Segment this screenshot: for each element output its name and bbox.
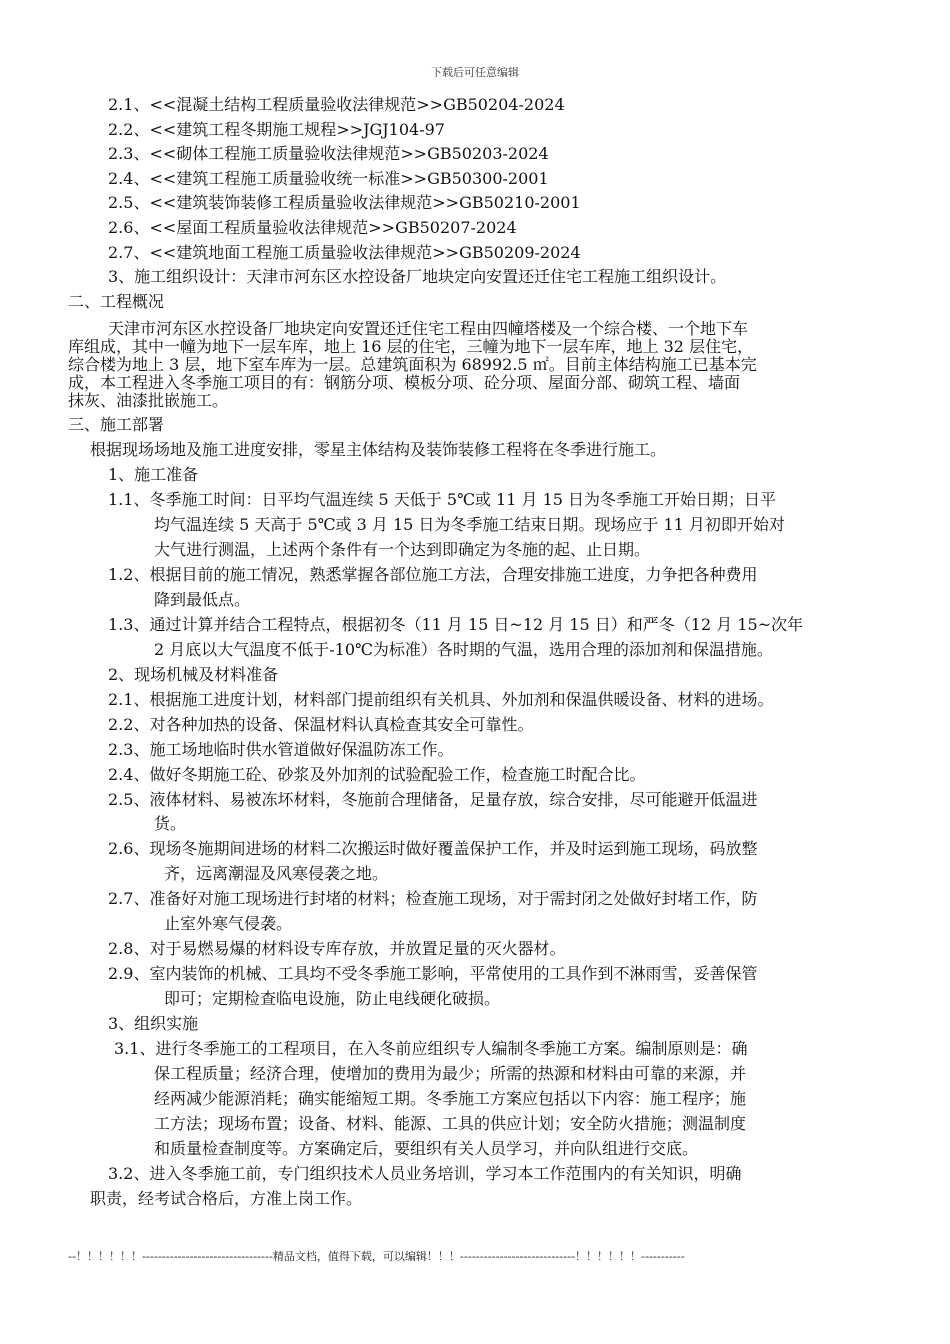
reference-item: 2.5、<<建筑装饰装修工程质量验收法律规范>>GB50210-2001	[108, 193, 581, 212]
item-1-1-cont: 均气温连续 5 天高于 5℃或 3 月 15 日为冬季施工结束日期。现场应于 11 月初即开始对	[154, 515, 785, 534]
reference-item: 2.1、<<混凝土结构工程质量验收法律规范>>GB50204-2024	[108, 95, 565, 114]
item-2-7: 2.7、准备好对施工现场进行封堵的材料；检查施工现场，对于需封闭之处做好封堵工作，防	[108, 889, 758, 908]
overview-line: 综合楼为地上 3 层，地下室车库为一层。总建筑面积为 68992.5 ㎡。目前主体结构施工已基本完	[68, 355, 757, 374]
item-2-5-cont: 货。	[154, 814, 187, 833]
item-2-2: 2.2、对各种加热的设备、保温材料认真检查其安全可靠性。	[108, 715, 534, 734]
item-2-6-cont: 齐，远离潮湿及风寒侵袭之地。	[164, 864, 389, 883]
item-3-2: 3.2、进入冬季施工前，专门组织技术人员业务培训，学习本工作范围内的有关知识，明确	[108, 1164, 742, 1183]
item-1-1: 1.1、冬季施工时间：日平均气温连续 5 天低于 5℃或 11 月 15 日为冬季施工开始日期；日平	[108, 490, 777, 509]
deployment-intro: 根据现场场地及施工进度安排，零星主体结构及装饰装修工程将在冬季进行施工。	[90, 440, 667, 459]
item-1-2-cont: 降到最低点。	[154, 590, 251, 609]
item-3-1-cont: 经两减少能源消耗；确实能缩短工期。冬季施工方案应包括以下内容：施工程序；施	[154, 1089, 747, 1108]
section-heading: 三、施工部署	[68, 415, 165, 434]
subsection-heading: 2、现场机械及材料准备	[108, 665, 279, 684]
reference-item: 2.7、<<建筑地面工程施工质量验收法律规范>>GB50209-2024	[108, 243, 581, 262]
item-2-9-cont: 即可；定期检查临电设施，防止电线硬化破损。	[164, 989, 501, 1008]
subsection-heading: 1、施工准备	[108, 465, 199, 484]
item-1-1-cont: 大气进行测温，上述两个条件有一个达到即确定为冬施的起、止日期。	[154, 540, 651, 559]
page-header-note: 下载后可任意编辑	[431, 66, 519, 79]
item-2-8: 2.8、对于易燃易爆的材料设专库存放，并放置足量的灭火器材。	[108, 939, 566, 958]
item-2-6: 2.6、现场冬施期间进场的材料二次搬运时做好覆盖保护工作，并及时运到施工现场，码放整	[108, 839, 758, 858]
overview-line: 成，本工程进入冬季施工项目的有：钢筋分项、模板分项、砼分项、屋面分部、砌筑工程、墙面	[68, 373, 741, 392]
item-2-1: 2.1、根据施工进度计划，材料部门提前组织有关机具、外加剂和保温供暖设备、材料的进场。	[108, 690, 774, 709]
item-3-1-cont: 工方法；现场布置；设备、材料、能源、工具的供应计划；安全防火措施；测温制度	[154, 1114, 747, 1133]
reference-item: 2.3、<<砌体工程施工质量验收法律规范>>GB50203-2024	[108, 144, 549, 163]
item-2-9: 2.9、室内装饰的机械、工具均不受冬季施工影响，平常使用的工具作到不淋雨雪，妥善保管	[108, 964, 758, 983]
page-footer: --！！！！！！---------------------------------精品文档，值得下载，可以编辑！！！-----------------------------！！！！！！-----------	[68, 1250, 685, 1263]
item-3-1-cont: 和质量检查制度等。方案确定后，要组织有关人员学习，并向队组进行交底。	[154, 1139, 699, 1158]
reference-item: 2.2、<<建筑工程冬期施工规程>>JGJ104-97	[108, 120, 445, 139]
item-3-2-cont: 职责，经考试合格后，方准上岗工作。	[90, 1189, 363, 1208]
item-3-1: 3.1、进行冬季施工的工程项目，在入冬前应组织专人编制冬季施工方案。编制原则是：确	[114, 1039, 748, 1058]
overview-line: 库组成，其中一幢为地下一层车库，地上 16 层的住宅，三幢为地下一层车库，地上 32 层住宅，	[68, 337, 754, 356]
item-2-7-cont: 止室外寒气侵袭。	[164, 914, 293, 933]
overview-line: 天津市河东区水控设备厂地块定向安置还迁住宅工程由四幢塔楼及一个综合楼、一个地下车	[108, 319, 749, 338]
item-3-1-cont: 保工程质量；经济合理，使增加的费用为最少；所需的热源和材料由可靠的来源，并	[154, 1064, 747, 1083]
overview-line: 抹灰、油漆批嵌施工。	[68, 391, 229, 410]
item-1-3-cont: 2 月底以大气温度不低于-10℃为标准）各时期的气温，选用合理的添加剂和保温措施。	[154, 640, 773, 659]
item-1-3: 1.3、通过计算并结合工程特点，根据初冬（11 月 15 日~12 月 15 日）和严冬（12 月 15~次年	[108, 615, 804, 634]
reference-item: 2.4、<<建筑工程施工质量验收统一标准>>GB50300-2001	[108, 169, 549, 188]
subsection-heading: 3、组织实施	[108, 1014, 199, 1033]
item-2-3: 2.3、施工场地临时供水管道做好保温防冻工作。	[108, 740, 454, 759]
reference-item: 2.6、<<屋面工程质量验收法律规范>>GB50207-2024	[108, 218, 517, 237]
item-2-5: 2.5、液体材料、易被冻坏材料，冬施前合理储备，足量存放，综合安排，尽可能避开低温进	[108, 790, 758, 809]
item-1-2: 1.2、根据目前的施工情况，熟悉掌握各部位施工方法，合理安排施工进度，力争把各种费用	[108, 565, 758, 584]
section-heading: 二、工程概况	[68, 292, 165, 311]
item-2-4: 2.4、做好冬期施工砼、砂浆及外加剂的试验配验工作，检查施工时配合比。	[108, 765, 646, 784]
org-design-item: 3、施工组织设计：天津市河东区水控设备厂地块定向安置还迁住宅工程施工组织设计。	[108, 267, 727, 286]
